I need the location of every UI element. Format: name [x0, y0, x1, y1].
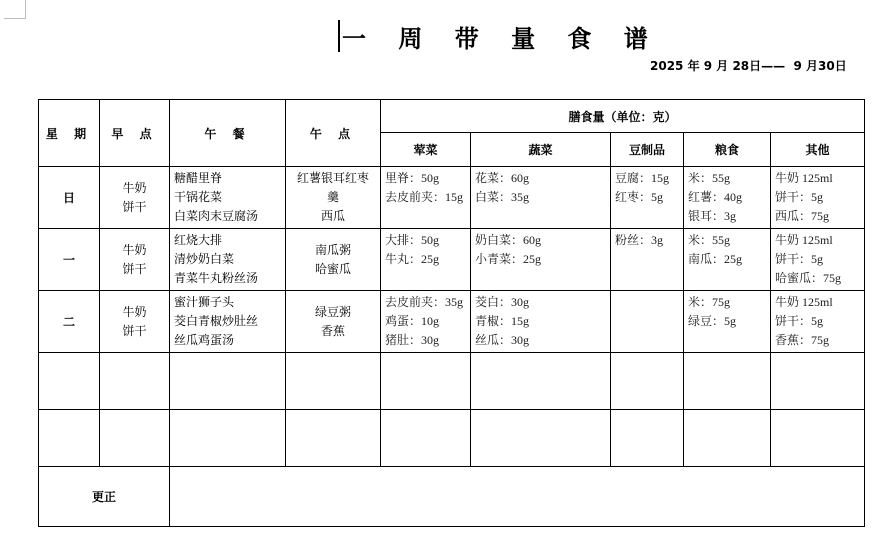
snack-item: 红薯银耳红枣 [296, 171, 369, 185]
breakfast-cell [100, 229, 170, 291]
snack-item: 香蕉 [320, 323, 345, 338]
vegetable-amount: 小青菜：25g [475, 252, 542, 266]
header-weekday: 星 期 [39, 100, 100, 167]
weekly-menu-table [38, 99, 865, 527]
soy-cell [611, 229, 684, 291]
breakfast-cell [100, 291, 170, 353]
snack-cell [286, 229, 381, 291]
page-corner-mark [4, 0, 26, 19]
lunch-item: 糖醋里脊 [174, 171, 223, 185]
other-amount: 牛奶 125ml [775, 171, 833, 185]
grain-cell [684, 229, 771, 291]
lunch-item: 白菜肉末豆腐汤 [174, 209, 259, 223]
meat-amount: 猪肚：30g [385, 333, 440, 347]
date-range: 2025 年 9 月 28日—— 9 月30日 [650, 59, 847, 73]
vegetable-amount: 白菜：35g [475, 190, 530, 204]
header-lunch: 午 餐 [170, 100, 286, 167]
empty-cell[interactable] [771, 410, 865, 467]
header-soy: 豆制品 [611, 133, 684, 167]
empty-cell[interactable] [100, 410, 170, 467]
empty-table-row [39, 410, 865, 467]
text-cursor [338, 20, 340, 52]
other-amount: 饼干：5g [775, 252, 824, 266]
grain-amount: 米：55g [688, 233, 731, 247]
breakfast-item: 饼干 [122, 261, 147, 276]
empty-cell[interactable] [611, 353, 684, 410]
empty-cell[interactable] [170, 353, 286, 410]
lunch-item: 青菜牛丸粉丝汤 [174, 271, 259, 285]
header-amount-group: 膳食量（单位：克） [381, 100, 865, 133]
meat-amount: 里脊：50g [385, 171, 440, 185]
empty-cell[interactable] [771, 353, 865, 410]
header-vegetable: 蔬菜 [471, 133, 611, 167]
empty-cell[interactable] [381, 410, 471, 467]
weekday-cell: 日 [39, 167, 100, 229]
header-snack: 午 点 [286, 100, 381, 167]
other-amount: 哈蜜瓜：75g [775, 271, 842, 285]
grain-amount: 米：55g [688, 171, 731, 185]
grain-cell [684, 291, 771, 353]
header-grain: 粮食 [684, 133, 771, 167]
breakfast-item: 牛奶 [122, 180, 147, 195]
correction-row [39, 467, 865, 527]
other-amount: 香蕉：75g [775, 333, 830, 347]
snack-item: 羹 [326, 190, 339, 204]
empty-cell[interactable] [471, 410, 611, 467]
snack-item: 哈蜜瓜 [314, 261, 351, 276]
lunch-cell [170, 229, 286, 291]
correction-label: 更正 [39, 467, 170, 527]
breakfast-item: 饼干 [122, 199, 147, 214]
vegetable-cell [471, 229, 611, 291]
snack-cell [286, 167, 381, 229]
empty-cell[interactable] [100, 353, 170, 410]
vegetable-amount: 奶白菜：60g [475, 233, 542, 247]
title-text: 一 周 带 量 食 谱 [342, 23, 660, 53]
other-amount: 饼干：5g [775, 190, 824, 204]
soy-cell [611, 291, 684, 353]
header-meat: 荤菜 [381, 133, 471, 167]
vegetable-cell [471, 167, 611, 229]
grain-amount: 南瓜：25g [688, 252, 743, 266]
other-cell [771, 291, 865, 353]
other-amount: 牛奶 125ml [775, 233, 833, 247]
empty-cell[interactable] [286, 353, 381, 410]
vegetable-amount: 丝瓜：30g [475, 333, 530, 347]
lunch-item: 清炒奶白菜 [174, 252, 235, 266]
lunch-item: 茭白青椒炒肚丝 [174, 314, 259, 328]
vegetable-cell [471, 291, 611, 353]
meat-cell [381, 229, 471, 291]
other-cell [771, 167, 865, 229]
vegetable-amount: 花菜：60g [475, 171, 530, 185]
empty-cell[interactable] [684, 353, 771, 410]
empty-cell[interactable] [286, 410, 381, 467]
empty-cell[interactable] [381, 353, 471, 410]
empty-cell[interactable] [471, 353, 611, 410]
lunch-cell [170, 291, 286, 353]
snack-item: 西瓜 [320, 209, 345, 223]
lunch-item: 丝瓜鸡蛋汤 [174, 333, 235, 347]
grain-amount: 银耳：3g [688, 209, 737, 223]
grain-amount: 米：75g [688, 295, 731, 309]
other-amount: 牛奶 125ml [775, 295, 833, 309]
other-amount: 西瓜：75g [775, 209, 830, 223]
header-other: 其他 [771, 133, 865, 167]
breakfast-item: 饼干 [122, 323, 147, 338]
lunch-item: 干锅花菜 [174, 190, 223, 204]
lunch-item: 蜜汁狮子头 [174, 295, 235, 309]
meat-amount: 去皮前夹：15g [385, 190, 464, 204]
snack-cell [286, 291, 381, 353]
weekday-cell: 一 [39, 229, 100, 291]
meat-cell [381, 291, 471, 353]
soy-amount: 红枣：5g [615, 190, 664, 204]
grain-amount: 绿豆：5g [688, 314, 737, 328]
empty-cell[interactable] [684, 410, 771, 467]
meat-cell [381, 167, 471, 229]
vegetable-amount: 青椒：15g [475, 314, 530, 328]
lunch-item: 红烧大排 [174, 233, 223, 247]
empty-table-row [39, 353, 865, 410]
breakfast-cell [100, 167, 170, 229]
soy-amount: 粉丝：3g [615, 233, 664, 247]
header-breakfast: 早 点 [100, 100, 170, 167]
lunch-cell [170, 167, 286, 229]
other-amount: 饼干：5g [775, 314, 824, 328]
correction-field[interactable] [170, 467, 865, 527]
empty-cell[interactable] [39, 353, 100, 410]
weekday-cell: 二 [39, 291, 100, 353]
breakfast-item: 牛奶 [122, 242, 147, 257]
table-row [39, 229, 865, 291]
vegetable-amount: 茭白：30g [475, 295, 530, 309]
empty-cell[interactable] [170, 410, 286, 467]
soy-amount: 豆腐：15g [615, 171, 670, 185]
meat-amount: 牛丸：25g [385, 252, 440, 266]
table-row [39, 291, 865, 353]
grain-cell [684, 167, 771, 229]
snack-item: 绿豆粥 [314, 304, 351, 319]
meat-amount: 去皮前夹：35g [385, 295, 464, 309]
empty-cell[interactable] [39, 410, 100, 467]
soy-cell [611, 167, 684, 229]
snack-item: 南瓜粥 [314, 242, 351, 257]
meat-amount: 大排：50g [385, 233, 440, 247]
other-cell [771, 229, 865, 291]
meat-amount: 鸡蛋：10g [385, 314, 440, 328]
table-row [39, 167, 865, 229]
document-title [338, 18, 660, 54]
grain-amount: 红薯：40g [688, 190, 743, 204]
empty-cell[interactable] [611, 410, 684, 467]
breakfast-item: 牛奶 [122, 304, 147, 319]
